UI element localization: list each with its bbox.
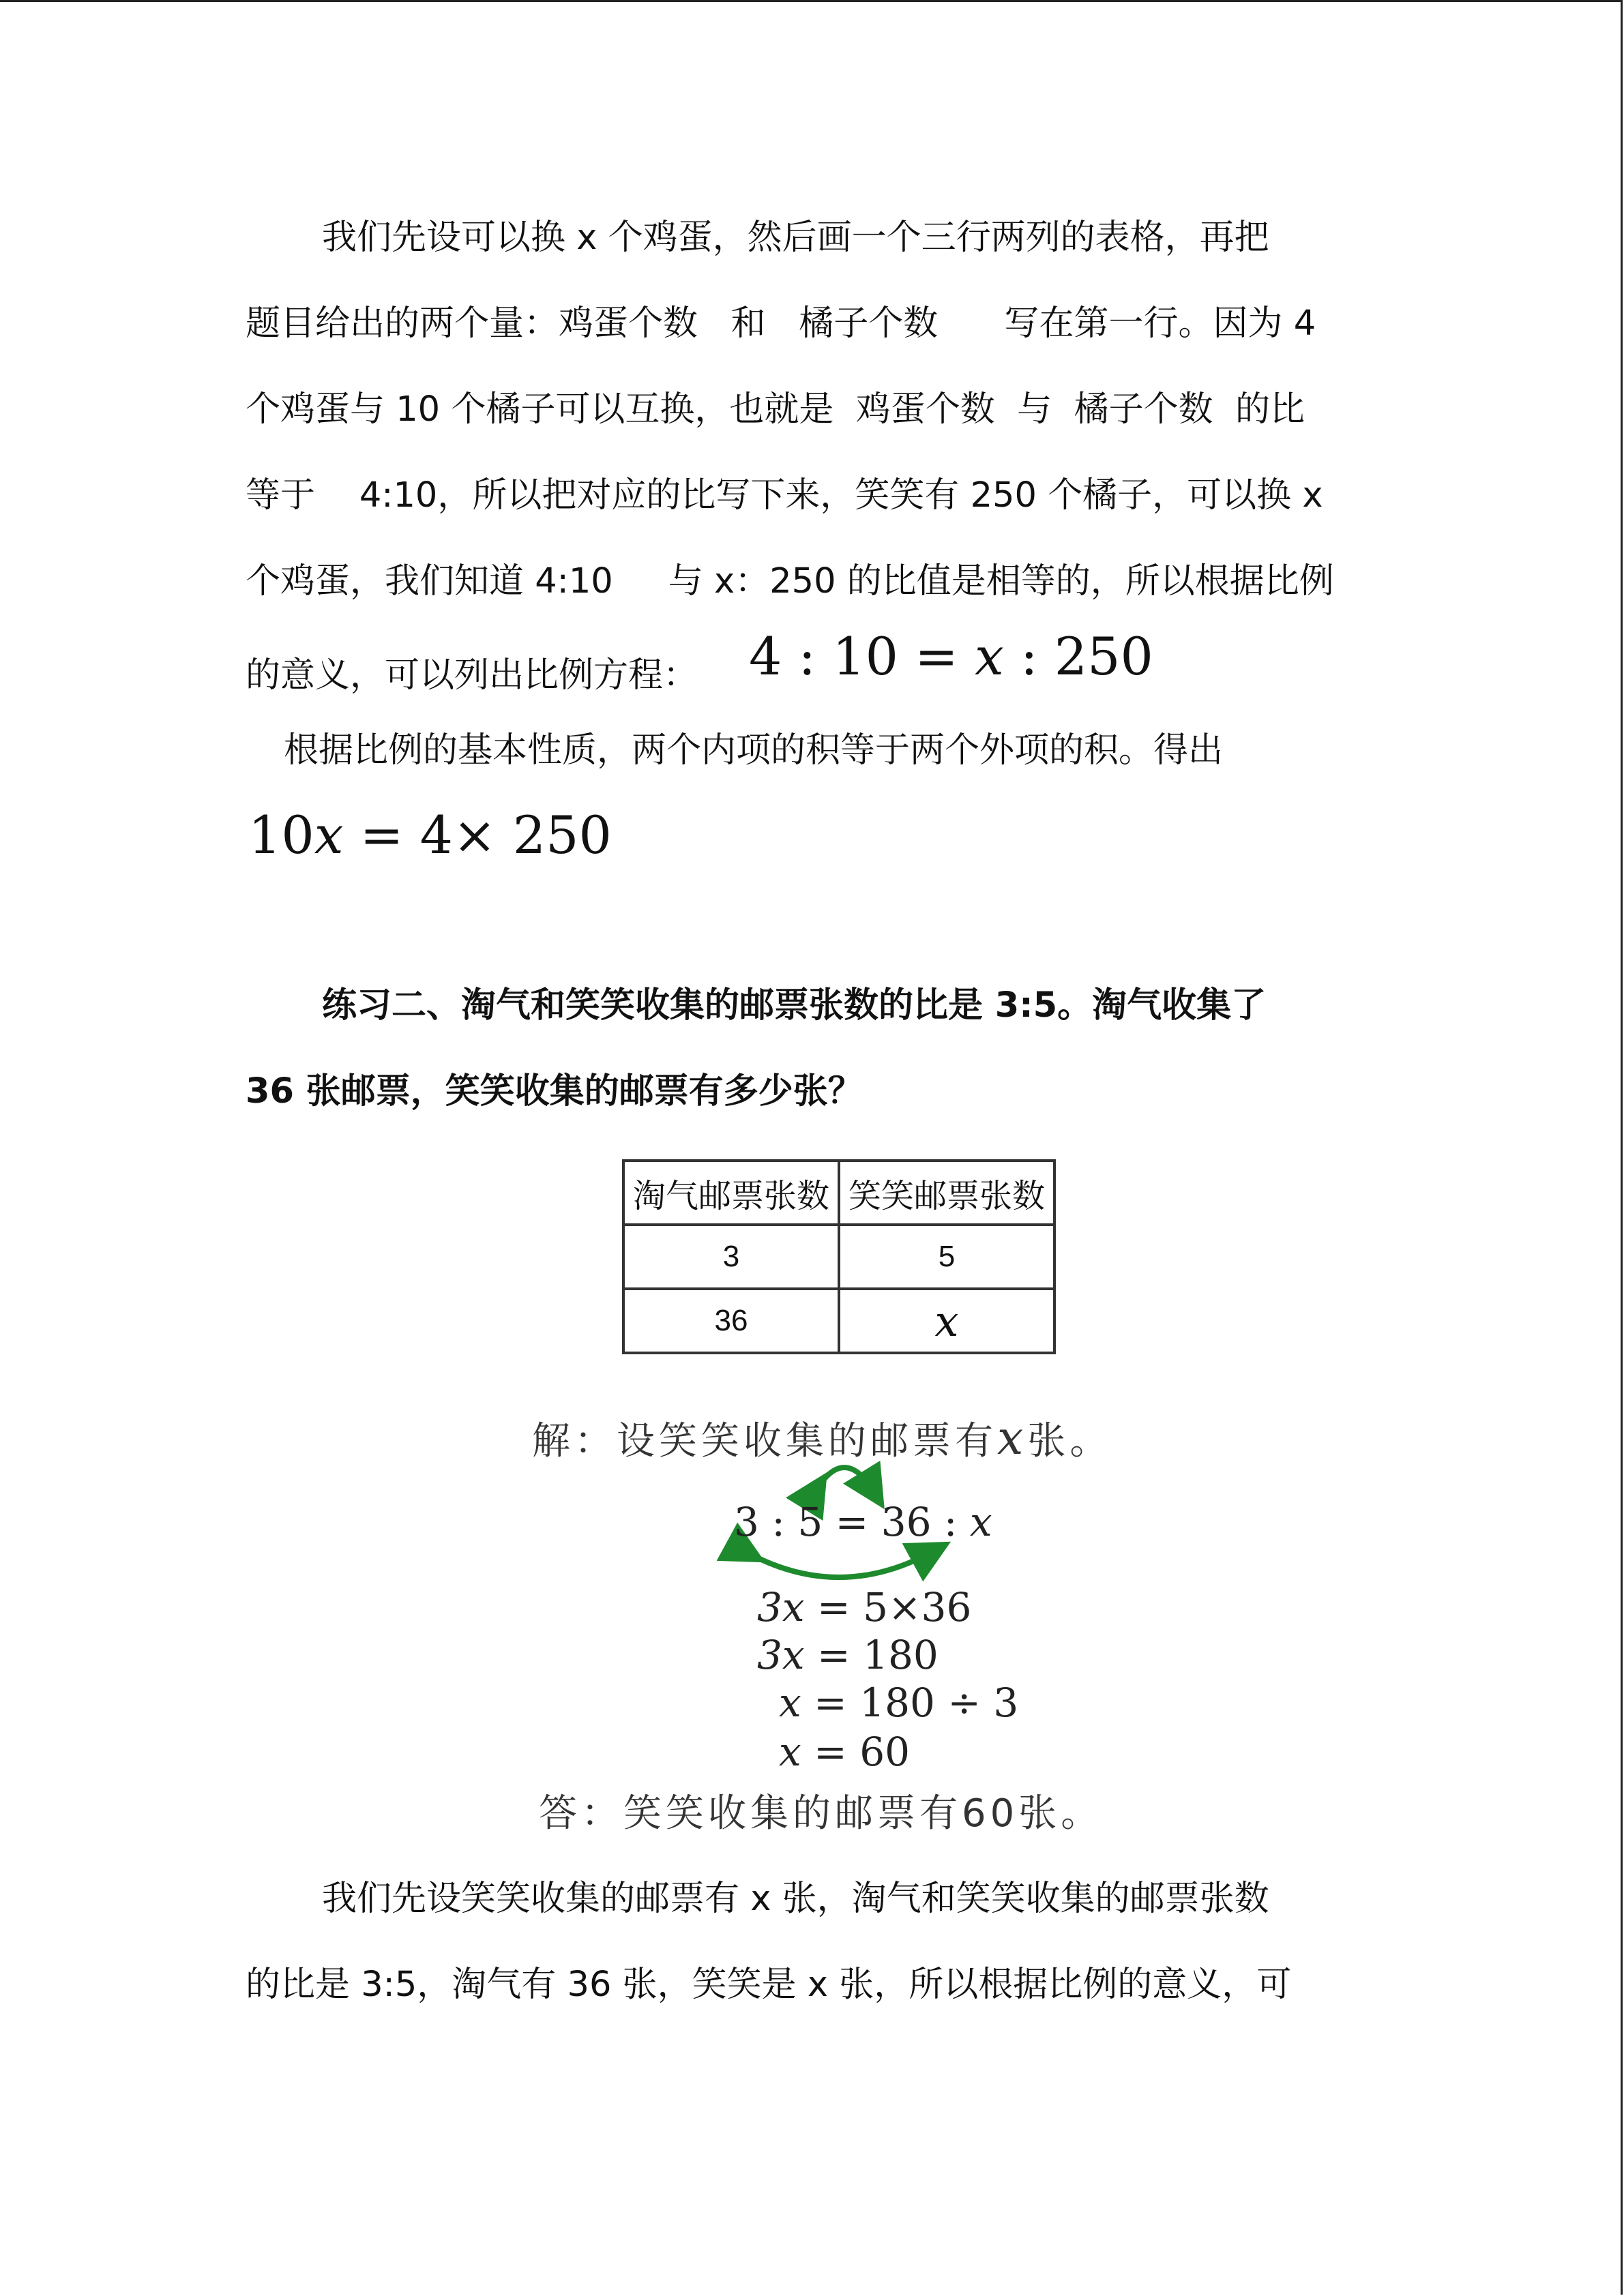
solution-proportion: 3 : 5 = 36 : x <box>734 1499 992 1545</box>
intro-line-1: 我们先设可以换 x 个鸡蛋，然后画一个三行两列的表格，再把 <box>322 218 1269 258</box>
intro-line-2: 题目给出的两个量：鸡蛋个数 和 橘子个数 写在第一行。因为 4 <box>246 303 1316 344</box>
solution-step-1: 3x = 5×36 <box>757 1584 972 1630</box>
exercise-line-2: 36 张邮票，笑笑收集的邮票有多少张？ <box>246 1071 863 1112</box>
intro-line-5: 个鸡蛋，我们知道 4:10 与 x：250 的比值是相等的，所以根据比例 <box>246 561 1334 601</box>
solution-answer: 答：笑笑收集的邮票有60张。 <box>539 1791 1104 1836</box>
intro-line-6: 的意义，可以列出比例方程： <box>246 655 698 696</box>
table-header-xiaoxiao: 笑笑邮票张数 <box>839 1161 1054 1225</box>
inner-terms-arrow <box>816 1467 873 1491</box>
table-cell: 36 <box>623 1289 839 1353</box>
exercise-line-1: 练习二、淘气和笑笑收集的邮票张数的比是 3:5。淘气收集了 <box>322 985 1267 1026</box>
solution-step-4: x = 60 <box>779 1729 910 1775</box>
solution-setup: 解：设笑笑收集的邮票有x张。 <box>532 1412 1112 1465</box>
closing-line-2: 的比是 3:5，淘气有 36 张，笑笑是 x 张，所以根据比例的意义，可 <box>246 1965 1292 2005</box>
product-equation: 10x = 4× 250 <box>248 805 612 865</box>
property-line: 根据比例的基本性质，两个内项的积等于两个外项的积。得出 <box>284 730 1224 771</box>
outer-terms-arrow <box>746 1552 932 1577</box>
table-cell: 3 <box>623 1225 839 1289</box>
intro-line-3: 个鸡蛋与 10 个橘子可以互换，也就是 鸡蛋个数 与 橘子个数 的比 <box>246 389 1305 430</box>
table-cell: 5 <box>839 1225 1054 1289</box>
table-header-taoqi: 淘气邮票张数 <box>623 1161 839 1225</box>
table-cell-unknown: x <box>839 1289 1054 1353</box>
solution-step-3: x = 180 ÷ 3 <box>779 1680 1019 1726</box>
proportion-equation: 4 : 10 = x : 250 <box>749 626 1153 687</box>
intro-line-4: 等于 4:10，所以把对应的比写下来，笑笑有 250 个橘子，可以换 x <box>246 475 1323 516</box>
solution-step-2: 3x = 180 <box>757 1632 939 1678</box>
closing-line-1: 我们先设笑笑收集的邮票有 x 张，淘气和笑笑收集的邮票张数 <box>322 1879 1269 1919</box>
